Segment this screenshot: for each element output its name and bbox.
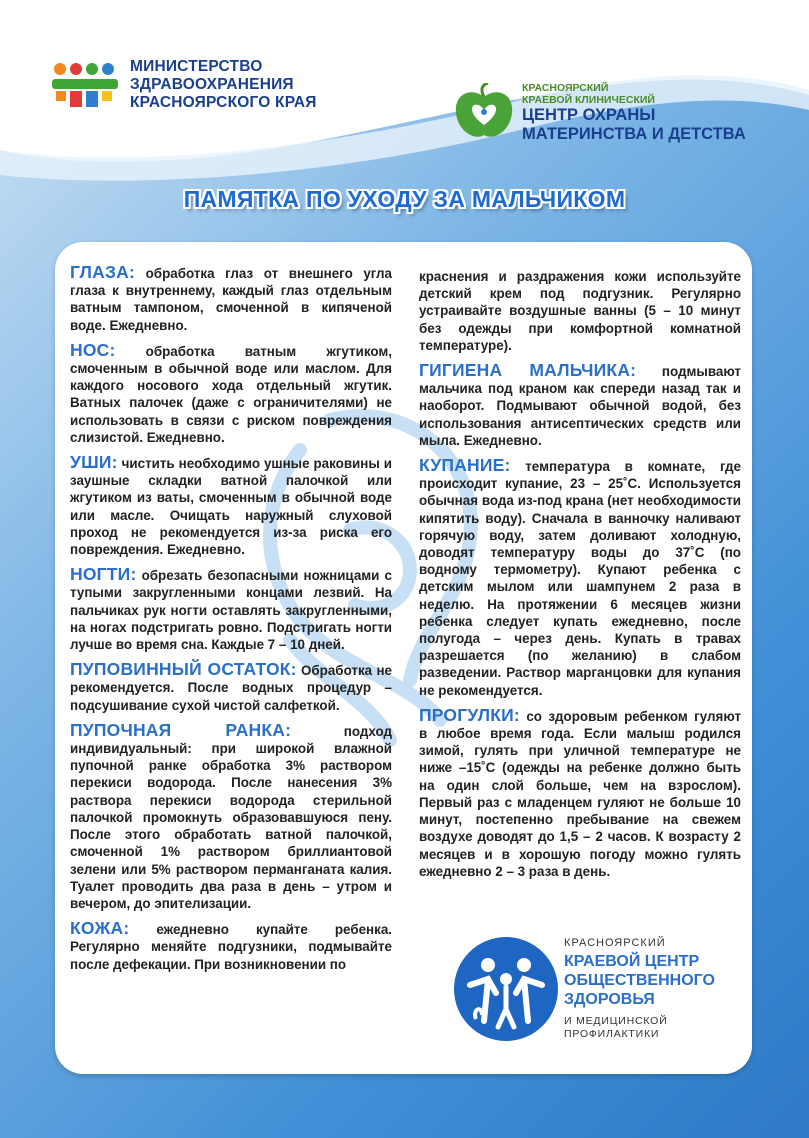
public-health-bottom — [564, 1015, 667, 1041]
umbilical-wound-text: подход индивидуальный: при широкой влажной пупочной ранке обработка 3% раствором перекиси водорода. После нанесения 3% раствора перекиси водорода стерильной палочкой промокнуть образовавшуюся пену. После этого обработать ватной палочкой, смоченной 1% раствором бриллиантовой зелени или 5% раствором перманганата калия. Туалет проводить два раза в день – утром и вечером, до эпителизации. — [70, 723, 392, 911]
ears-text: чистить необходимо ушные раковины и заушные складки ватной палочкой или жгутиком из ваты, смоченным в обычной воде или масле. Очищать наружный слуховой проход не рекомендуется из-за риска его повреждения. Ежедневно. — [70, 456, 392, 558]
bathing-heading: КУПАНИЕ: — [419, 455, 511, 476]
hygiene-text: подмывают мальчика под краном как спереди назад так и наоборот. Подмывают обычной водой, без использования антисептических средств или мыла. Ежедневно. — [419, 364, 741, 448]
ministry-emblem-icon — [50, 61, 122, 109]
section-umbilical-wound — [70, 719, 392, 912]
ministry-logo — [50, 58, 317, 112]
center-small-line-1: КРАСНОЯРСКИЙ — [522, 82, 609, 94]
ministry-line-3: КРАСНОЯРСКОГО КРАЯ — [130, 94, 317, 111]
section-walks — [419, 704, 741, 880]
ears-heading: УШИ: — [70, 452, 118, 473]
section-skin-continued — [419, 268, 741, 354]
eyes-text: обработка глаз от внешнего угла глаза к внутреннему, каждый глаз отдельным ватным тампоном, смоченной в кипяченой воде. Ежедневно. — [70, 266, 392, 333]
walks-heading: ПРОГУЛКИ: — [419, 704, 520, 725]
public-health-main-line-1: КРАЕВОЙ ЦЕНТР — [564, 953, 700, 970]
apple-heart-icon — [452, 83, 516, 143]
section-nose — [70, 339, 392, 446]
center-big-line-1: ЦЕНТР ОХРАНЫ — [522, 106, 656, 124]
maternity-center-logo — [452, 82, 746, 144]
hygiene-heading: ГИГИЕНА МАЛЬЧИКА: — [419, 360, 637, 381]
umbilical-remnant-text: Обработка не рекомендуется. После водных процедур – подсушивание сухой чистой салфеткой. — [70, 663, 392, 713]
public-health-top-line: КРАСНОЯРСКИЙ — [564, 937, 666, 949]
skin-text: ежедневно купайте ребенка. Регулярно меняйте подгузники, подмывайте после дефекации. При возникновении по — [70, 922, 392, 972]
people-circle-icon — [452, 935, 560, 1043]
section-bathing — [419, 457, 741, 699]
nose-heading: НОС: — [70, 339, 116, 360]
umbilical-remnant-heading: ПУПОВИННЫЙ ОСТАТОК: — [70, 659, 297, 680]
section-skin — [70, 920, 392, 973]
section-ears — [70, 454, 392, 558]
ministry-line-2: ЗДРАВООХРАНЕНИЯ — [130, 76, 294, 93]
ministry-line-1: МИНИСТЕРСТВО — [130, 58, 263, 75]
skin-heading: КОЖА: — [70, 918, 130, 939]
center-small-line-2: КРАЕВОЙ КЛИНИЧЕСКИЙ — [522, 94, 655, 106]
left-column — [70, 264, 392, 981]
skin-text-continued: краснения и раздражения кожи используйте детский крем под подгузник. Регулярно устраивайте воздушные ванны (5 – 10 минут без одежды при комфортной комнатной температуре). — [419, 269, 741, 353]
right-column — [419, 268, 741, 888]
public-health-center-logo — [452, 935, 752, 1045]
section-umbilical-remnant — [70, 661, 392, 714]
public-health-main — [564, 952, 715, 1009]
section-eyes — [70, 264, 392, 334]
eyes-heading: ГЛАЗА: — [70, 262, 136, 282]
section-nails — [70, 566, 392, 653]
umbilical-wound-heading: ПУПОЧНАЯ РАНКА: — [70, 719, 292, 740]
bathing-text: температура в комнате, где происходит купание, 23 – 25˚С. Используется обычная вода из-под крана (нет необходимости кипятить воду). Сначала в ванночку наливают горячую воду, затем доливают холодную, доводят температуру воды до 37˚С (по водному термометру). Купают ребенка с детским мылом или шампунем 2 раза в неделю. На протяжении 6 месяцев жизни ребенка следует купать ежедневно, после полугода – через день. Купать в травах разрешается (по желанию) в слабом разведении. Раствор марганцовки для купания не рекомендуется. — [419, 459, 741, 698]
page-title: ПАМЯТКА ПО УХОДУ ЗА МАЛЬЧИКОМ — [183, 186, 626, 212]
nails-text: обрезать безопасными ножницами с тупыми закругленными концами лезвий. На пальчиках рук ногти оставлять закругленными, на ногах подстригать ровно. Подстригать ногти лучше во время сна. Каждые 7 – 10 дней. — [70, 568, 392, 653]
nails-heading: НОГТИ: — [70, 564, 137, 585]
walks-text: со здоровым ребенком гуляют в любое время года. Если малыш родился зимой, гулять при уличной температуре не ниже –15˚С (одежды на ребенке должно быть на один слой больше, чем на взрослом). Первый раз с младенцем гуляют не больше 10 минут, постепенно пребывание на свежем воздухе доводят до 1,5 – 2 часов. К возрасту 2 месяцев и в хорошую погоду можно гулять ежедневно 2 – 3 раза в день. — [419, 708, 741, 879]
nose-text: обработка ватным жгутиком, смоченным в обычной воде или маслом. Для каждого носового хода отдельный жгутик. Ватных палочек (даже с ограничителями) не использовать в связи с риском повреждения слизистой. Ежедневно. — [70, 343, 392, 445]
public-health-main-line-3: ЗДОРОВЬЯ — [564, 991, 655, 1008]
public-health-main-line-2: ОБЩЕСТВЕННОГО — [564, 972, 715, 989]
public-health-bottom-line-2: ПРОФИЛАКТИКИ — [564, 1028, 660, 1040]
center-big-line-2: МАТЕРИНСТВА И ДЕТСТВА — [522, 125, 746, 143]
public-health-bottom-line-1: И МЕДИЦИНСКОЙ — [564, 1015, 668, 1027]
section-hygiene — [419, 362, 741, 449]
